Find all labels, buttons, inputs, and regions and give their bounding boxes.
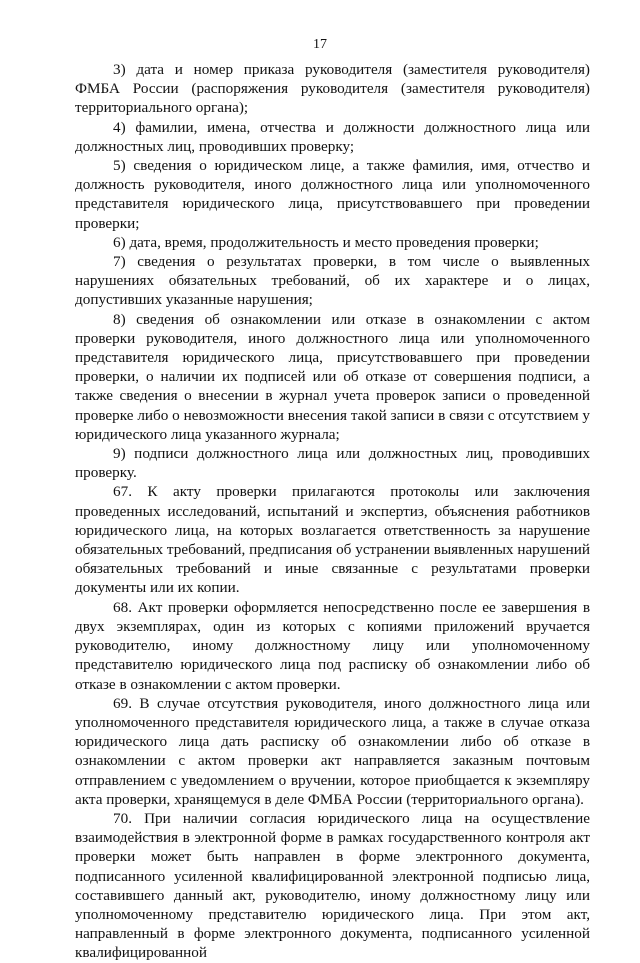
clause-67: 67. К акту проверки прилагаются протоколы или заключения проведенных исследований, испытаний и экспертиз, объяснения работников юридического лица, на которых возлагается ответственность за нарушение обязательных требований, предписания об устранении выявленных нарушений обязательных требований и иные связанные с результатами проверки документы или их копии. xyxy=(75,483,590,597)
list-item-7-results: 7) сведения о результатах проверки, в том числе о выявленных нарушениях обязательных требований, об их характере и о лицах, допустивших указанные нарушения; xyxy=(75,253,590,309)
clause-70: 70. При наличии согласия юридического лица на осуществление взаимодействия в электронной форме в рамках государственного контроля акт проверки может быть направлен в форме электронного документа, подписанного усиленной квалифицированной электронной подписью лица, составившего данный акт, руководителю, иному должностному лицу или уполномоченному представителю юридического лица. При этом акт, направленный в форме электронного документа, подписанного усиленной квалифицированной xyxy=(75,809,590,962)
list-item-3-order-date: 3) дата и номер приказа руководителя (заместителя руководителя) ФМБА России (распоряжения руководителя (заместителя руководителя) территориального органа); xyxy=(75,61,590,117)
clause-69: 69. В случае отсутствия руководителя, иного должностного лица или уполномоченного представителя юридического лица, а также в случае отказа юридического лица дать расписку об ознакомлении либо об отказе в ознакомлении с актом проверки акт направляется заказным почтовым отправлением с уведомлением о вручении, которое приобщается к экземпляру акта проверки, хранящемуся в деле ФМБА России (территориального органа). xyxy=(75,694,590,808)
list-item-5-legal-entity: 5) сведения о юридическом лице, а также фамилия, имя, отчество и должность руководителя, иного должностного лица или уполномоченного представителя юридического лица, присутствовавшего при проведении проверки; xyxy=(75,157,590,232)
clause-68: 68. Акт проверки оформляется непосредственно после ее завершения в двух экземплярах, один из которых с копиями приложений вручается руководителю, иному должностному лицу или уполномоченному представителю юридического лица под расписку об ознакомлении либо об отказе в ознакомлении с актом проверки. xyxy=(75,598,590,693)
list-item-8-acknowledgement: 8) сведения об ознакомлении или отказе в ознакомлении с актом проверки руководителя, иного должностного лица или уполномоченного представителя юридического лица, присутствовавшего при проведении проверки, о наличии их подписей или об отказе от совершения подписи, а также сведения о внесении в журнал учета проверок записи о проведенной проверке либо о невозможности внесения такой записи в связи с отсутствием у юридического лица указанного журнала; xyxy=(75,310,590,443)
page-number: 17 xyxy=(313,37,327,52)
list-item-6-date-place: 6) дата, время, продолжительность и место проведения проверки; xyxy=(113,233,539,251)
document-body xyxy=(75,60,590,963)
list-item-4-inspectors: 4) фамилии, имена, отчества и должности должностного лица или должностных лиц, проводивших проверку; xyxy=(75,118,590,155)
list-item-9-signatures: 9) подписи должностного лица или должностных лиц, проводивших проверку. xyxy=(75,445,590,482)
